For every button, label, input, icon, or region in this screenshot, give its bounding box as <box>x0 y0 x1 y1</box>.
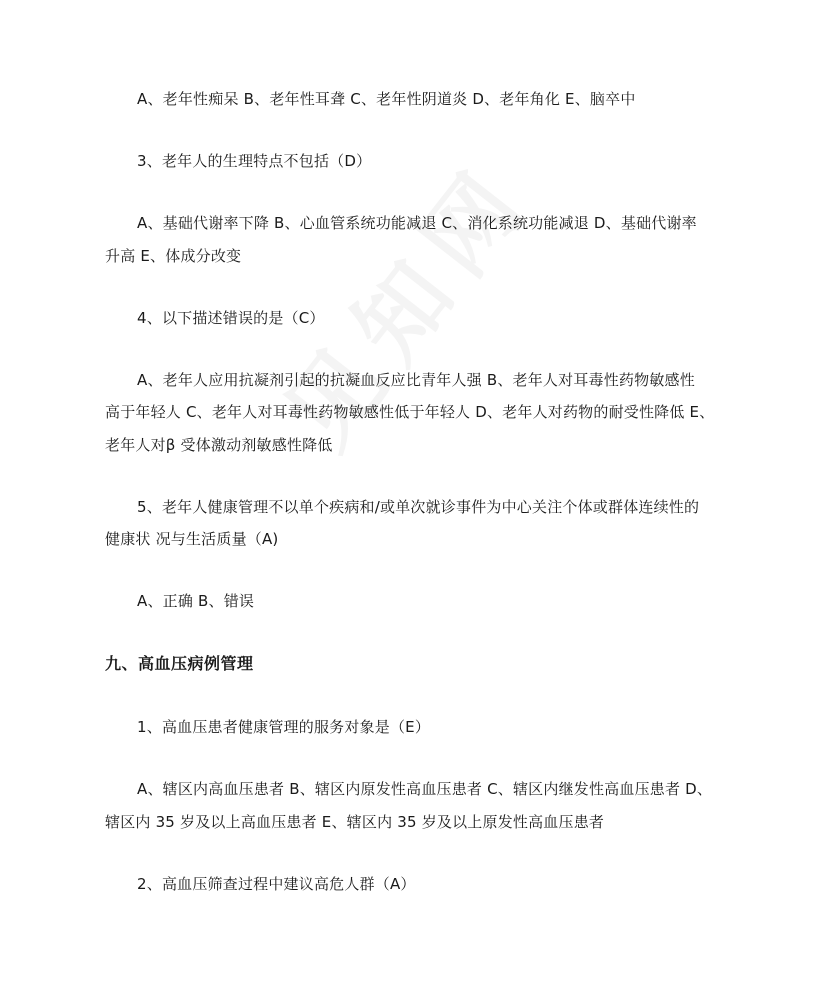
option-line-continued: 高于年轻人 C、老年人对耳毒性药物敏感性低于年轻人 D、老年人对药物的耐受性降低 E、 <box>105 403 715 421</box>
option-line-continued: 升高 E、体成分改变 <box>105 247 242 265</box>
option-line: A、老年人应用抗凝剂引起的抗凝血反应比青年人强 B、老年人对耳毒性药物敏感性 <box>137 371 695 389</box>
option-line-continued: 辖区内 35 岁及以上高血压患者 E、辖区内 35 岁及以上原发性高血压患者 <box>105 813 605 831</box>
option-line: A、老年性痴呆 B、老年性耳聋 C、老年性阴道炎 D、老年角化 E、脑卒中 <box>137 90 636 108</box>
question-1: 1、高血压患者健康管理的服务对象是（E） <box>137 718 431 736</box>
option-line-continued: 老年人对β 受体激动剂敏感性降低 <box>105 436 333 454</box>
section-heading: 九、高血压病例管理 <box>105 654 254 673</box>
option-line: A、辖区内高血压患者 B、辖区内原发性高血压患者 C、辖区内继发性高血压患者 D、 <box>137 780 713 798</box>
question-3: 3、老年人的生理特点不包括（D） <box>137 152 372 170</box>
option-line: A、基础代谢率下降 B、心血管系统功能减退 C、消化系统功能减退 D、基础代谢率 <box>137 214 697 232</box>
question-5: 5、老年人健康管理不以单个疾病和/或单次就诊事件为中心关注个体或群体连续性的 <box>137 498 700 516</box>
question-4: 4、以下描述错误的是（C） <box>137 309 325 327</box>
option-line: A、正确 B、错误 <box>137 592 255 610</box>
question-2: 2、高血压筛查过程中建议高危人群（A） <box>137 875 416 893</box>
question-5-continued: 健康状 况与生活质量（A) <box>105 530 279 548</box>
